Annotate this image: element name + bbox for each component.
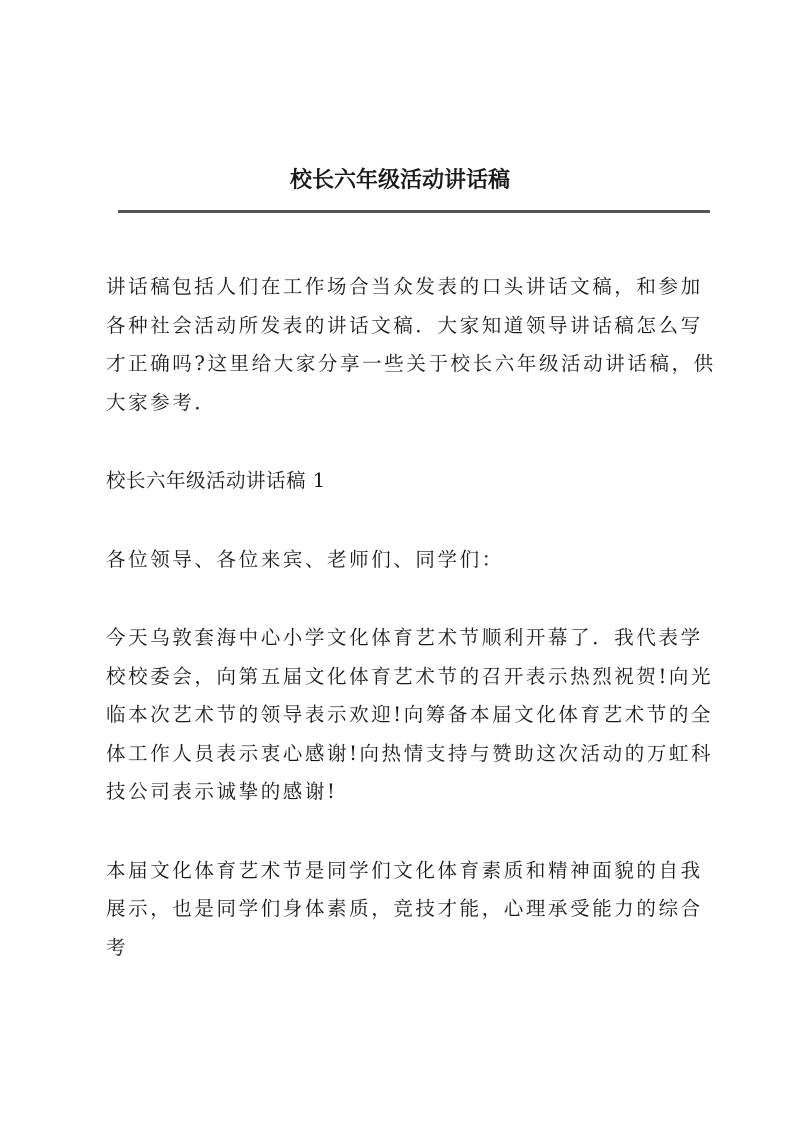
section-heading: 校长六年级活动讲话稿 1: [106, 469, 326, 492]
document-title: 校长六年级活动讲话稿: [289, 167, 510, 193]
body-paragraph: 本届文化体育艺术节是同学们文化体育素质和精神面貌的自我展示，也是同学们身体素质，竞技才能，心理承受能力的综合考: [106, 858, 703, 959]
title-divider: [118, 210, 710, 213]
document-body: [106, 268, 716, 1007]
salutation-paragraph: 各位领导、各位来宾、老师们、同学们：: [106, 547, 504, 571]
body-paragraph: 今天乌敦套海中心小学文化体育艺术节顺利开幕了．我代表学校校委会，向第五届文化体育艺术节的召开表示热烈祝贺!向光临本次艺术节的领导表示欢迎!向筹备本届文化体育艺术节的全体工作人员表示衷心感谢!向热情支持与赞助这次活动的万虹科技公司表示诚挚的感谢!: [106, 626, 714, 803]
intro-paragraph: 讲话稿包括人们在工作场合当众发表的口头讲话文稿，和参加各种社会活动所发表的讲话文稿．大家知道领导讲话稿怎么写才正确吗?这里给大家分享一些关于校长六年级活动讲话稿，供大家参考．: [106, 275, 716, 414]
